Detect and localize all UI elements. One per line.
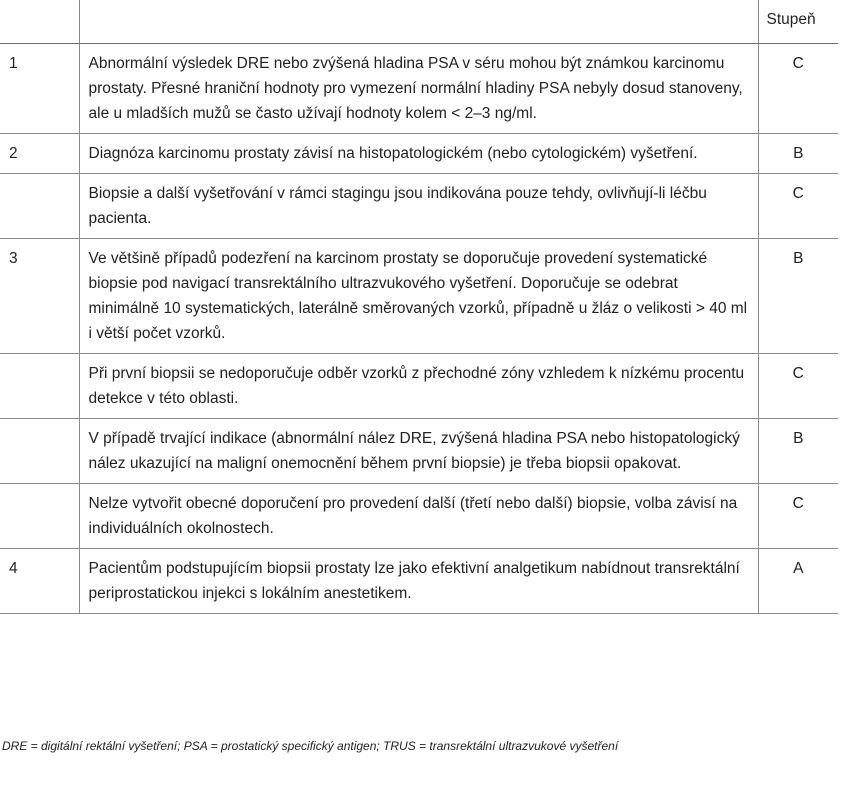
- table-row: [0, 134, 838, 174]
- row-grade-cell: B: [758, 134, 838, 174]
- row-text-cell: Biopsie a další vyšetřování v rámci stagingu jsou indikována pouze tehdy, ovlivňují-li léčbu pacienta.: [79, 174, 758, 239]
- row-text-cell: Při první biopsii se nedoporučuje odběr vzorků z přechodné zóny vzhledem k nízkému procentu detekce v této oblasti.: [79, 354, 758, 419]
- row-text-cell: Abnormální výsledek DRE nebo zvýšená hladina PSA v séru mohou být známkou karcinomu prostaty. Přesné hraniční hodnoty pro vymezení normální hladiny PSA nebyly dosud stanoveny, ale u mladších mužů se často užívají hodnoty kolem < 2–3 ng/ml.: [79, 44, 758, 134]
- row-number-cell: 2: [0, 134, 79, 174]
- row-number-cell: [0, 354, 79, 419]
- table-header-row: [0, 0, 838, 44]
- row-text-cell: V případě trvající indikace (abnormální nález DRE, zvýšená hladina PSA nebo histopatologický nález ukazující na maligní onemocnění během první biopsie) je třeba biopsii opakovat.: [79, 419, 758, 484]
- row-grade-cell: C: [758, 354, 838, 419]
- row-number-cell: [0, 174, 79, 239]
- table-row: [0, 419, 838, 484]
- row-number-cell: [0, 484, 79, 549]
- row-grade-cell: C: [758, 174, 838, 239]
- row-grade-cell: A: [758, 549, 838, 614]
- table-row: [0, 44, 838, 134]
- table-row: [0, 239, 838, 354]
- row-text-cell: Nelze vytvořit obecné doporučení pro provedení další (třetí nebo další) biopsie, volba závisí na individuálních okolnostech.: [79, 484, 758, 549]
- header-text-cell: [79, 0, 758, 44]
- table-footnote: DRE = digitální rektální vyšetření; PSA = prostatický specifický antigen; TRUS = transrektální ultrazvukové vyšetření: [2, 739, 619, 753]
- row-number-cell: 1: [0, 44, 79, 134]
- header-number-cell: [0, 0, 79, 44]
- row-grade-cell: C: [758, 44, 838, 134]
- row-text-cell: Pacientům podstupujícím biopsii prostaty lze jako efektivní analgetikum nabídnout transrektální periprostatickou injekci s lokálním anestetikem.: [79, 549, 758, 614]
- row-number-cell: [0, 419, 79, 484]
- row-grade-cell: B: [758, 419, 838, 484]
- row-number-cell: 3: [0, 239, 79, 354]
- row-grade-cell: B: [758, 239, 838, 354]
- table-row: [0, 174, 838, 239]
- row-number-cell: 4: [0, 549, 79, 614]
- table-row: [0, 484, 838, 549]
- table-row: [0, 549, 838, 614]
- row-text-cell: Diagnóza karcinomu prostaty závisí na histopatologickém (nebo cytologickém) vyšetření.: [79, 134, 758, 174]
- row-grade-cell: C: [758, 484, 838, 549]
- table-row: [0, 354, 838, 419]
- row-text-cell: Ve většině případů podezření na karcinom prostaty se doporučuje provedení systematické biopsie pod navigací transrektálního ultrazvukového vyšetření. Doporučuje se odebrat minimálně 10 systematických, laterálně směrovaných vzorků, případně u žláz o velikosti > 40 ml i větší počet vzorků.: [79, 239, 758, 354]
- header-grade-cell: Stupeň: [758, 0, 838, 44]
